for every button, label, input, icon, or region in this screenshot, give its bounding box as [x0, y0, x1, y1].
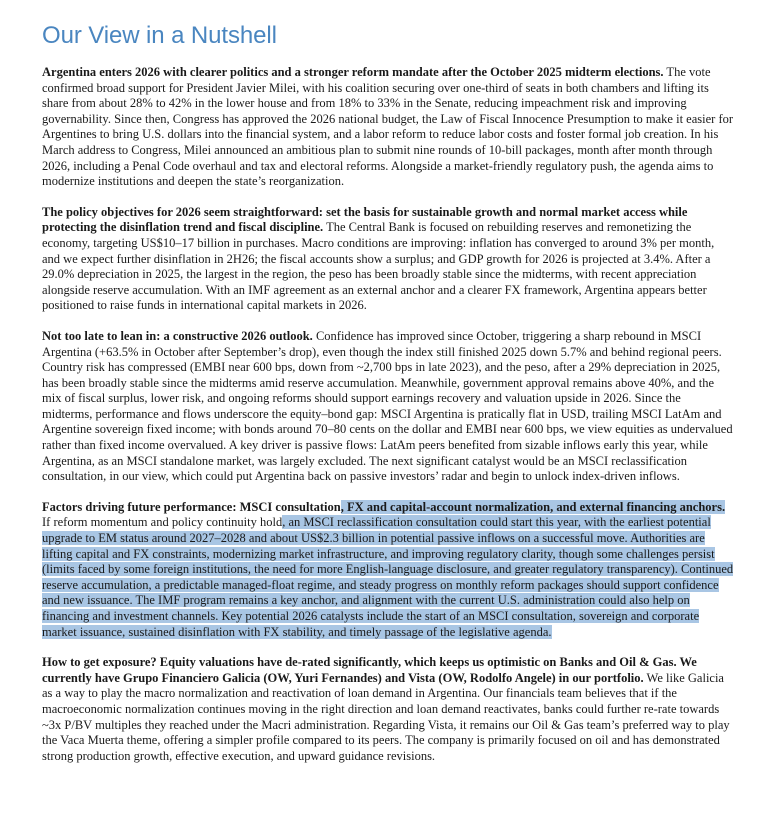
highlighted-text-selection[interactable]: , an MSCI reclassification consultation could start this year, with the earliest potential upgrade to EM status around 2027–2028 and about US$2.3 billion in potential passive inflows on a successful move. Authorities are lifting capital and FX constraints, modernizing market infrastructure, and improving regulatory clarity, though some challenges persist (limits faced by some foreign institutions, the need for more English-language disclosure, and greater regulatory transparency). Continued reserve accumulation, a predictable managed-float regime, and steady progress on monthly reform packages should support confidence and new issuance. The IMF program remains a key anchor, and alignment with the current U.S. administration could also help on financing and investment channels. Key potential 2026 catalysts include the start of an MSCI consultation, sovereign and corporate market issuance, sustained disinflation with FX stability, and timely passage of the legislative agenda. — [42, 515, 734, 639]
paragraph-lead: Factors driving future performance: MSCI consultation — [42, 499, 341, 514]
highlighted-lead: , FX and capital-account normalization, and external financing anchors. — [340, 499, 726, 514]
paragraph-lead: The policy objectives for 2026 seem straightforward: set the basis for sustainable growth and normal market access while protecting the disinflation trend and fiscal discipline. — [42, 204, 688, 235]
paragraph-lead: How to get exposure? Equity valuations have de-rated significantly, which keeps us optimistic on Banks and Oil & Gas. We currently have Grupo Financiero Galicia (OW, Yuri Fernandes) and Vista (OW, Rodolfo Angele) in our portfolio. — [42, 655, 697, 685]
paragraph-body: Confidence has improved since October, triggering a sharp rebound in MSCI Argentina (+63.5% in October after September’s drop), even though the index still finished 2025 down 5.7% and behind regional peers. Country risk has compressed (EMBI near 600 bps, down from ~2,700 bps in late 2023), and the peso, after a 29% depreciation in 2025, has been broadly stable since the midterms amid reserve accumulation. Meanwhile, government approval remains above 40%, and the mix of fiscal surplus, lower risk, and ongoing reforms should support earnings recovery and valuation upside in 2026. Since the midterms, performance and flows underscore the equity–bond gap: MSCI Argentina is pratically flat in USD, trailing MSCI LatAm and Argentine sovereign fixed income; with bonds around 70–80 cents on the dollar and EMBI near 600 bps, we view equities as undervalued rather than fixed income overvalued. A key driver is passive flows: LatAm peers benefited from sizable inflows early this year, while Argentina, as an MSCI standalone market, was largely excluded. The next significant catalyst would be an MSCI reclassification consultation, in our view, which could put Argentina back on passive investors’ radar and begin to unlock index-driven inflows. — [42, 328, 733, 484]
paragraph-lead: Not too late to lean in: a constructive 2026 outlook. — [42, 328, 313, 343]
paragraph-body: If reform momentum and policy continuity hold — [42, 515, 283, 530]
paragraph-lead: Argentina enters 2026 with clearer politics and a stronger reform mandate after the October 2025 midterm elections. — [42, 65, 664, 79]
paragraph-body: The vote confirmed broad support for President Javier Milei, with his coalition securing over one-third of seats in both chambers and lifting its share from about 28% to 42% in the lower house and from 18% to 33% in the Senate, reducing impeachment risk and improving governability. Since then, Congress has approved the 2026 national budget, the Law of Fiscal Innocence Presumption to make it easier for Argentines to bring U.S. dollars into the financial system, and a labor reform to reduce labor costs and foster formal job creation. In his March address to Congress, Milei announced an ambitious plan to submit nine rounds of 10-bill packages, month after month through 2026, including a Penal Code overhaul and tax and electoral reforms. Alongside a market-friendly regulatory push, the agenda aims to modernize institutions and deepen the state’s reorganization. — [42, 65, 734, 189]
paragraph-policy-objectives — [42, 205, 734, 314]
paragraph-exposure — [42, 655, 734, 764]
paragraph-body: We like Galicia as a way to play the macro normalization and reactivation of loan demand in Argentina. Our financials team believes that if the macroeconomic normalization continues moving in the right direction and loan demand reactivates, banks could further re-rate towards ~3x P/BV multiples they reached under the Macri administration. Regarding Vista, it remains our Oil & Gas team’s preferred way to play the Vaca Muerta theme, offering a simpler profile compared to its peers. The company is primarily focused on oil and has demonstrated strong production growth, effective execution, and upward guidance revisions. — [42, 670, 730, 763]
paragraph-politics — [42, 65, 734, 190]
document-page — [42, 0, 734, 764]
paragraph-body: The Central Bank is focused on rebuilding reserves and remonetizing the economy, targeting US$10–17 billion in purchases. Macro conditions are improving: inflation has converged to around 3% per month, and we expect further disinflation in 2H26; the fiscal accounts show a surplus; and GDP growth for 2026 is projected at 3.4%. After a 29.0% depreciation in 2025, the largest in the region, the peso has been broadly stable since the midterms, with recent appreciation alongside reserve accumulation. With an IMF agreement as an external anchor and a clearer FX framework, Argentina appears better positioned to raise funds in international capital markets in 2026. — [42, 220, 715, 313]
paragraph-outlook — [42, 329, 734, 485]
paragraph-factors — [42, 500, 734, 640]
page-title: Our View in a Nutshell — [42, 22, 277, 49]
